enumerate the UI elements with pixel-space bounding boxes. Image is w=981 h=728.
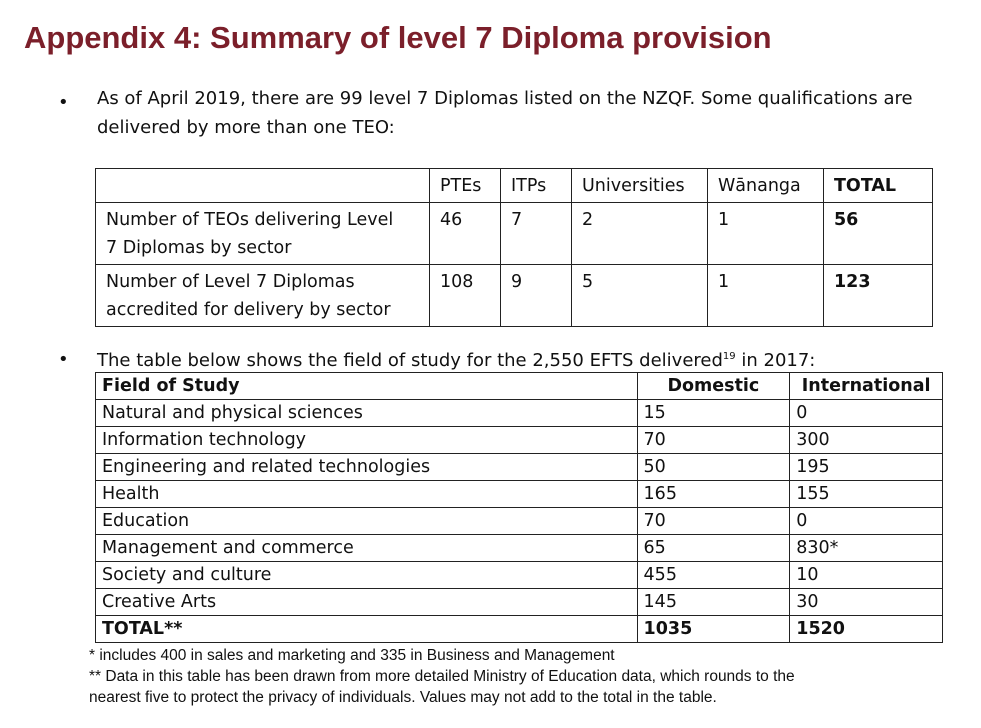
domestic-cell: 70: [637, 508, 790, 535]
table-row: [96, 400, 943, 427]
field-cell: Management and commerce: [96, 535, 638, 562]
domestic-cell: 145: [637, 589, 790, 616]
field-of-study-table: [95, 372, 943, 643]
header-cell-universities: Universities: [572, 169, 708, 203]
field-cell: Education: [96, 508, 638, 535]
bullet-1: •: [58, 92, 69, 113]
bullet-2: •: [58, 349, 69, 370]
table-row: [96, 427, 943, 454]
international-cell: 0: [790, 400, 943, 427]
field-cell: Natural and physical sciences: [96, 400, 638, 427]
header-cell-total: TOTAL: [824, 169, 933, 203]
domestic-cell: 165: [637, 481, 790, 508]
table-row: [96, 481, 943, 508]
cell-universities: 2: [572, 203, 708, 265]
table-header-row: [96, 169, 933, 203]
international-cell: 155: [790, 481, 943, 508]
cell-ptes: 108: [430, 265, 501, 327]
table-row: [96, 508, 943, 535]
international-cell: 830*: [790, 535, 943, 562]
field-cell: Society and culture: [96, 562, 638, 589]
total-row: [96, 616, 943, 643]
cell-universities: 5: [572, 265, 708, 327]
domestic-cell: 50: [637, 454, 790, 481]
cell-total: 56: [824, 203, 933, 265]
cell-wananga: 1: [708, 265, 824, 327]
cell-wananga: 1: [708, 203, 824, 265]
table-header-row: [96, 373, 943, 400]
field-cell: Health: [96, 481, 638, 508]
field-cell: Engineering and related technologies: [96, 454, 638, 481]
international-cell: 195: [790, 454, 943, 481]
intro-line-2: delivered by more than one TEO:: [97, 117, 395, 138]
footnote-2: ** Data in this table has been drawn from more detailed Ministry of Education data, which rounds to the: [89, 668, 795, 685]
intro-paragraph: [97, 84, 913, 142]
domestic-cell: 15: [637, 400, 790, 427]
total-domestic: 1035: [637, 616, 790, 643]
intro-line-1: As of April 2019, there are 99 level 7 Diplomas listed on the NZQF. Some qualifications are: [97, 88, 913, 109]
table-row: [96, 265, 933, 327]
header-cell-blank: [96, 169, 430, 203]
field-of-study-intro: The table below shows the field of study for the 2,550 EFTS delivered$^{19}$ in 2017:: [97, 350, 816, 371]
table-row: [96, 562, 943, 589]
field-cell: Creative Arts: [96, 589, 638, 616]
row-label: Number of TEOs delivering Level 7 Diplomas by sector: [96, 203, 430, 265]
cell-itps: 7: [501, 203, 572, 265]
header-domestic: Domestic: [637, 373, 790, 400]
international-cell: 30: [790, 589, 943, 616]
total-international: 1520: [790, 616, 943, 643]
header-international: International: [790, 373, 943, 400]
footnote-ref: 19: [722, 351, 736, 362]
header-cell-ptes: PTEs: [430, 169, 501, 203]
table-row: [96, 535, 943, 562]
international-cell: 300: [790, 427, 943, 454]
header-cell-wananga: Wānanga: [708, 169, 824, 203]
field-cell: Information technology: [96, 427, 638, 454]
footnote-1: * includes 400 in sales and marketing and 335 in Business and Management: [89, 647, 615, 664]
domestic-cell: 455: [637, 562, 790, 589]
row-label: Number of Level 7 Diplomas accredited for delivery by sector: [96, 265, 430, 327]
international-cell: 10: [790, 562, 943, 589]
footnote-3: nearest five to protect the privacy of individuals. Values may not add to the total in the table.: [89, 689, 717, 706]
domestic-cell: 70: [637, 427, 790, 454]
header-cell-itps: ITPs: [501, 169, 572, 203]
total-label: TOTAL**: [96, 616, 638, 643]
page-title: Appendix 4: Summary of level 7 Diploma provision: [24, 20, 772, 55]
cell-ptes: 46: [430, 203, 501, 265]
cell-itps: 9: [501, 265, 572, 327]
international-cell: 0: [790, 508, 943, 535]
header-field-of-study: Field of Study: [96, 373, 638, 400]
cell-total: 123: [824, 265, 933, 327]
table-row: [96, 589, 943, 616]
teo-diploma-table: [95, 168, 933, 327]
domestic-cell: 65: [637, 535, 790, 562]
table-row: [96, 203, 933, 265]
table-row: [96, 454, 943, 481]
